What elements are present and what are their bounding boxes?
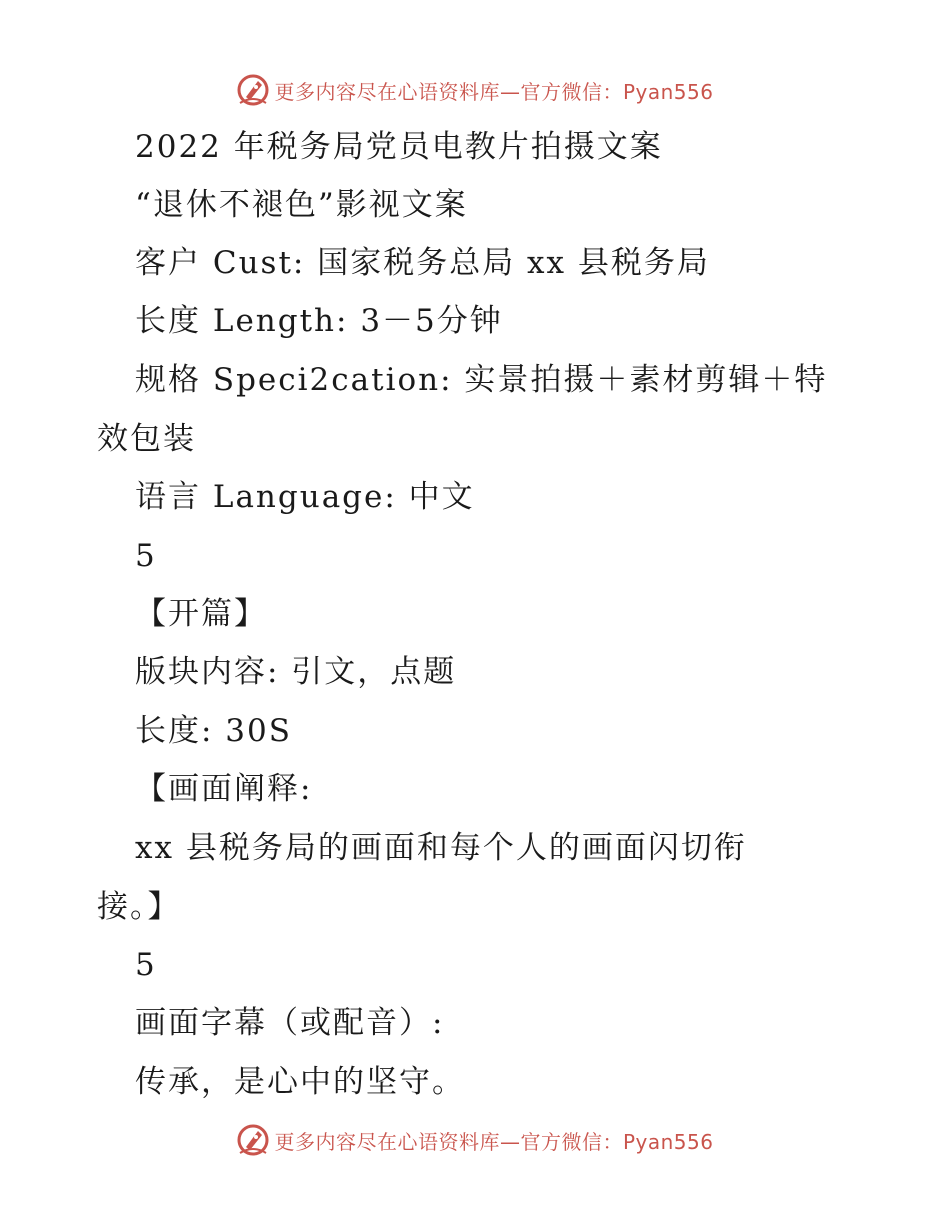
block-content-line: 版块内容: 引文，点题 (135, 654, 457, 690)
scene-explanation-heading: 【画面阐释: (135, 771, 313, 807)
footer-banner (0, 1120, 950, 1160)
header-banner-content (236, 73, 713, 107)
spec-line-continued: 效包装 (97, 421, 196, 457)
header-banner (0, 70, 950, 110)
number-line: 5 (135, 538, 157, 574)
doc-subtitle: “退休不褪色”影视文案 (135, 187, 468, 223)
language-line: 语言 Language: 中文 (135, 479, 475, 515)
spec-line: 规格 Speci2cation: 实景拍摄＋素材剪辑＋特 (135, 362, 828, 398)
doc-title: 2022 年税务局党员电教片拍摄文案 (135, 129, 663, 165)
subtitle-voiceover-text: 传承，是心中的坚守。 (135, 1064, 465, 1100)
scene-explanation-text-continued: 接。】 (97, 889, 181, 925)
footer-banner-content (236, 1123, 713, 1157)
footer-banner-text: 更多内容尽在心语资料库—官方微信：Pyan556 (274, 1129, 714, 1154)
header-banner-text: 更多内容尽在心语资料库—官方微信：Pyan556 (274, 79, 714, 104)
number-line: 5 (135, 947, 157, 983)
subtitle-voiceover-heading: 画面字幕（或配音）: (135, 1005, 445, 1041)
duration-line: 长度: 30S (135, 713, 292, 749)
length-line: 长度 Length: 3－5分钟 (135, 303, 503, 339)
section-heading-opening: 【开篇】 (135, 596, 267, 632)
pen-nib-logo-icon (236, 1123, 270, 1157)
scene-explanation-text: xx 县税务局的画面和每个人的画面闪切衔 (135, 830, 747, 866)
pen-nib-logo-icon (236, 73, 270, 107)
client-line: 客户 Cust: 国家税务总局 xx 县税务局 (135, 245, 710, 281)
